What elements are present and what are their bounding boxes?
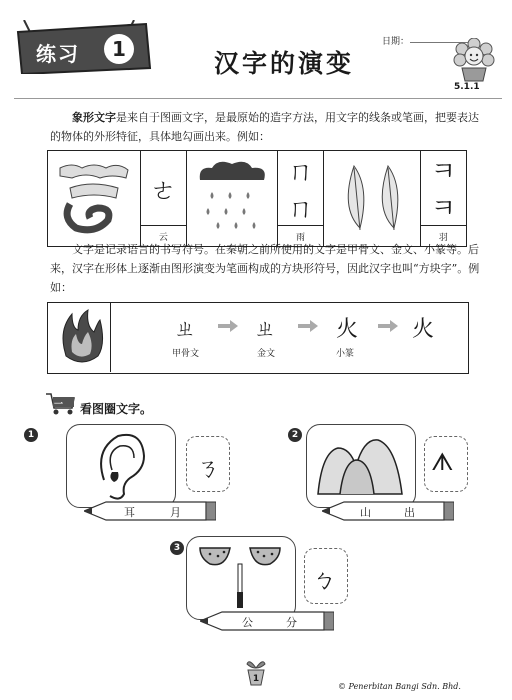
intro-paragraph — [50, 108, 486, 146]
item-1-pencil — [84, 500, 216, 522]
cloud-label: 云 — [140, 226, 186, 247]
rain-seal-glyph: ㄇㄇ — [287, 157, 314, 224]
section-number: 一 — [54, 400, 64, 410]
header-divider — [14, 98, 502, 99]
item-1-seal-glyph: ㄋ — [196, 454, 220, 482]
page-title: 汉字的演变 — [214, 49, 355, 78]
lesson-code: 5.1.1 — [454, 82, 480, 92]
cloud-seal-glyph: ㄜ — [150, 175, 177, 206]
watermelon-knife-icon — [196, 542, 284, 610]
feather-seal-cell — [420, 151, 466, 226]
small-seal-label: 小篆 — [336, 349, 355, 359]
intro-text: 是来自于图画文字，是最原始的造字方法，用文字的线条或笔画，把要表达的物体的外形特征，具体地勾画出来。例如： — [50, 111, 479, 143]
item-2-pencil — [322, 500, 454, 522]
exercise-badge-label: 练习 — [36, 42, 80, 66]
item-2-option-exit[interactable]: 出 — [404, 506, 415, 519]
oracle-bone-glyph: ㄓ — [174, 317, 197, 342]
page-number: 1 — [252, 674, 260, 684]
rain-cloud-icon — [190, 158, 274, 236]
history-text: 文字是记录语言的书写符号。在秦朝之前所使用的文字是甲骨文、金文、小篆等。后来，汉字在形体上逐渐由图形演变为笔画构成的方块形符号，因此汉字也叫“方块字”。例如： — [50, 243, 480, 294]
pictograph-examples-table — [47, 150, 467, 247]
arrow-right-icon — [378, 320, 398, 332]
item-2-number: 2 — [288, 428, 302, 442]
item-1-option-ear[interactable]: 耳 — [124, 506, 135, 519]
feather-picture-cell — [324, 151, 421, 247]
item-2-seal-glyph: ᗑ — [431, 448, 454, 476]
rain-picture-cell — [187, 151, 278, 247]
item-1-option-moon[interactable]: 月 — [170, 506, 181, 519]
item-3-pencil — [200, 610, 334, 632]
exercise-badge-number: 1 — [104, 34, 134, 64]
item-3-number: 3 — [170, 541, 184, 555]
cloud-seal-cell — [140, 151, 186, 226]
item-3-option-divide[interactable]: 分 — [286, 616, 297, 629]
fire-icon — [58, 308, 104, 366]
item-3-seal-glyph: ㄅ — [312, 566, 336, 594]
bronze-glyph: ㄓ — [254, 317, 277, 342]
rain-seal-cell — [277, 151, 323, 226]
arrow-right-icon — [298, 320, 318, 332]
item-3-option-public[interactable]: 公 — [242, 616, 253, 629]
oracle-bone-label: 甲骨文 — [172, 349, 200, 359]
intro-term: 象形文字 — [72, 111, 116, 124]
ear-icon — [90, 430, 150, 502]
mountain-icon — [316, 436, 404, 496]
history-paragraph — [50, 240, 486, 297]
feather-label: 羽 — [420, 226, 466, 247]
section-title: 看图圈文字。 — [80, 402, 153, 416]
copyright: © Penerbitan Bangi Sdn. Bhd. — [338, 682, 461, 691]
small-seal-glyph: 火 — [336, 317, 359, 342]
feather-icon — [330, 158, 414, 236]
flower-pot-icon — [448, 38, 500, 82]
evolution-divider — [110, 302, 111, 372]
arrow-right-icon — [218, 320, 238, 332]
item-1-number: 1 — [24, 428, 38, 442]
item-2-option-mountain[interactable]: 山 — [360, 506, 371, 519]
rain-label: 雨 — [277, 226, 323, 247]
cloud-icon — [52, 158, 136, 236]
date-label: 日期： — [382, 37, 410, 47]
cloud-picture-cell — [48, 151, 141, 247]
bronze-label: 金文 — [257, 349, 276, 359]
feather-seal-glyph: ㅋㅋ — [430, 157, 456, 224]
modern-glyph: 火 — [412, 317, 435, 342]
